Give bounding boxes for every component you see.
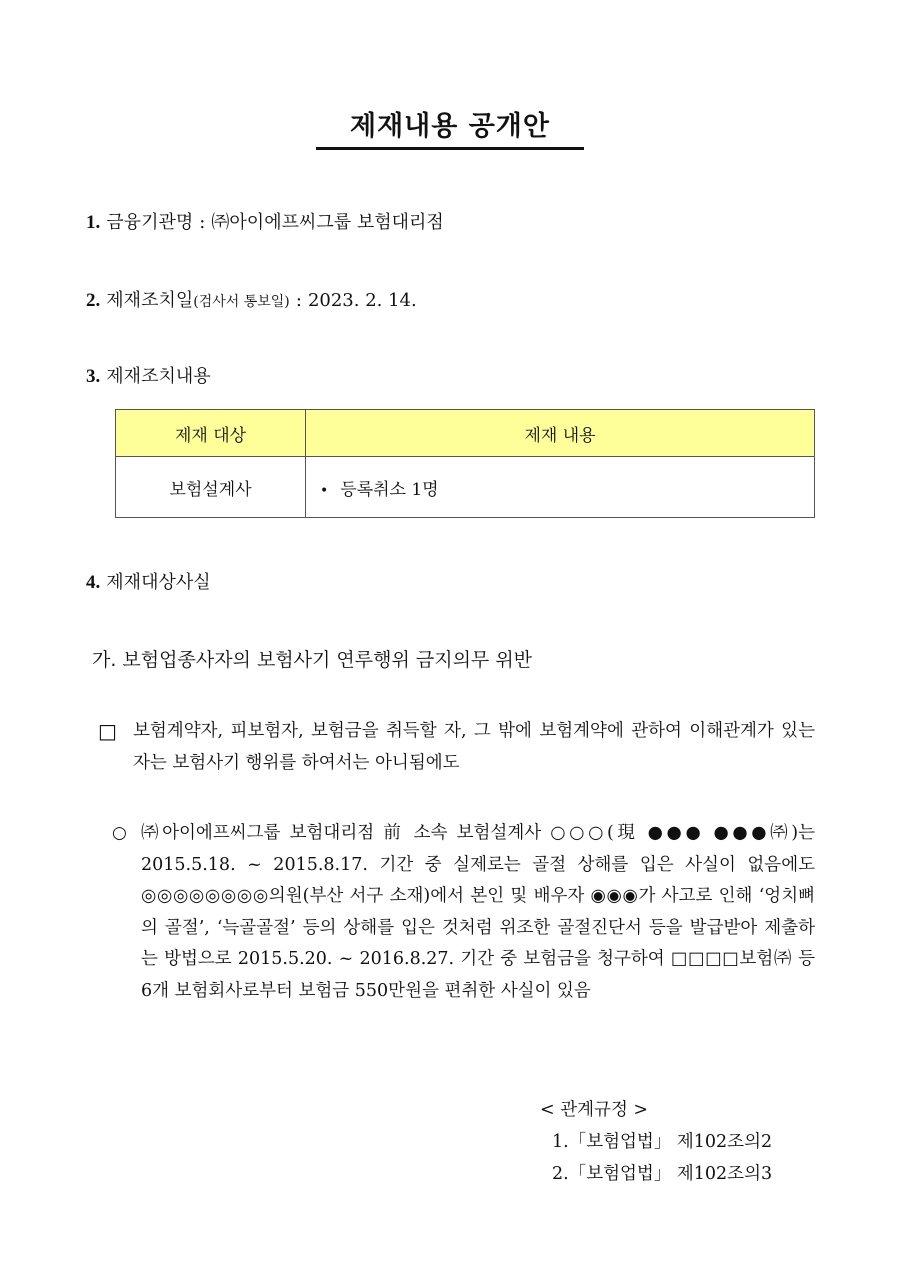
page-title: 제재내용 공개안 bbox=[350, 111, 550, 142]
content-text: 등록취소 1명 bbox=[340, 479, 439, 500]
cell-target: 보험설계사 bbox=[116, 457, 306, 518]
section-number: 3. bbox=[86, 366, 101, 387]
table-header-row bbox=[116, 410, 815, 457]
section-number: 4. bbox=[86, 572, 101, 593]
regulations-block bbox=[540, 1094, 772, 1190]
regulations-heading: < 관계규정 > bbox=[540, 1100, 649, 1120]
section-facts bbox=[86, 568, 211, 597]
box-paragraph: 보험계약자, 피보험자, 보험금을 취득할 자, 그 밖에 보험계약에 관하여 이해관계가 있는 자는 보험사기 행위를 하여서는 아니됨에도 bbox=[133, 721, 815, 773]
title-underline bbox=[316, 147, 584, 150]
section-number: 1. bbox=[86, 212, 101, 233]
regulation-item: 2.「보험업법」 제102조의3 bbox=[552, 1164, 773, 1184]
subsection-heading: 가. 보험업종사자의 보험사기 연루행위 금지의무 위반 bbox=[92, 649, 533, 671]
separator: : bbox=[295, 290, 302, 311]
bullet-icon: • bbox=[320, 482, 329, 499]
section-sanction-content bbox=[86, 362, 211, 391]
sanction-table bbox=[115, 409, 815, 518]
section-label: 제재조치일 bbox=[106, 290, 194, 311]
cell-content bbox=[306, 457, 815, 518]
sanction-date: 2023. 2. 14. bbox=[307, 290, 417, 311]
section-label: 제재대상사실 bbox=[106, 572, 211, 593]
square-bullet-icon: □ bbox=[98, 719, 117, 743]
separator: : bbox=[199, 212, 206, 233]
table-row bbox=[116, 457, 815, 518]
section-label: 제재조치내용 bbox=[106, 366, 211, 387]
header-target: 제재 대상 bbox=[116, 410, 306, 457]
section-number: 2. bbox=[86, 290, 101, 311]
regulation-item: 1.「보험업법」 제102조의2 bbox=[552, 1132, 773, 1152]
header-content: 제재 내용 bbox=[306, 410, 815, 457]
section-label: 금융기관명 bbox=[106, 212, 194, 233]
facts-paragraph: ㈜아이에프씨그룹 보험대리점 前 소속 보험설계사 ○○○(現 ●●● ●●●㈜)는 2015.5.18. ~ 2015.8.17. 기간 중 실제로는 골절 상해를 입은 사실이 없음에도 ◎◎◎◎◎◎◎◎의원(부산 서구 소재)에서 본인 및 배우자 ◉◉◉가 사고로 인해 ‘엉치뼈의 골절’, ‘늑골골절’ 등의 상해를 입은 것처럼 위조한 골절진단서 등을 발급받아 제출하는 방법으로 2015.5.20. ~ 2016.8.27. 기간 중 보험금을 청구하여 □□□□보험㈜ 등 6개 보험회사로부터 보험금 550만원을 편취한 사실이 있음 bbox=[141, 823, 815, 1001]
section-institution bbox=[86, 208, 444, 237]
label-note: (검사서 통보일) bbox=[193, 294, 290, 310]
institution-name: ㈜아이에프씨그룹 보험대리점 bbox=[211, 212, 444, 233]
circle-bullet-icon: ○ bbox=[112, 823, 127, 843]
section-sanction-date bbox=[86, 286, 417, 316]
